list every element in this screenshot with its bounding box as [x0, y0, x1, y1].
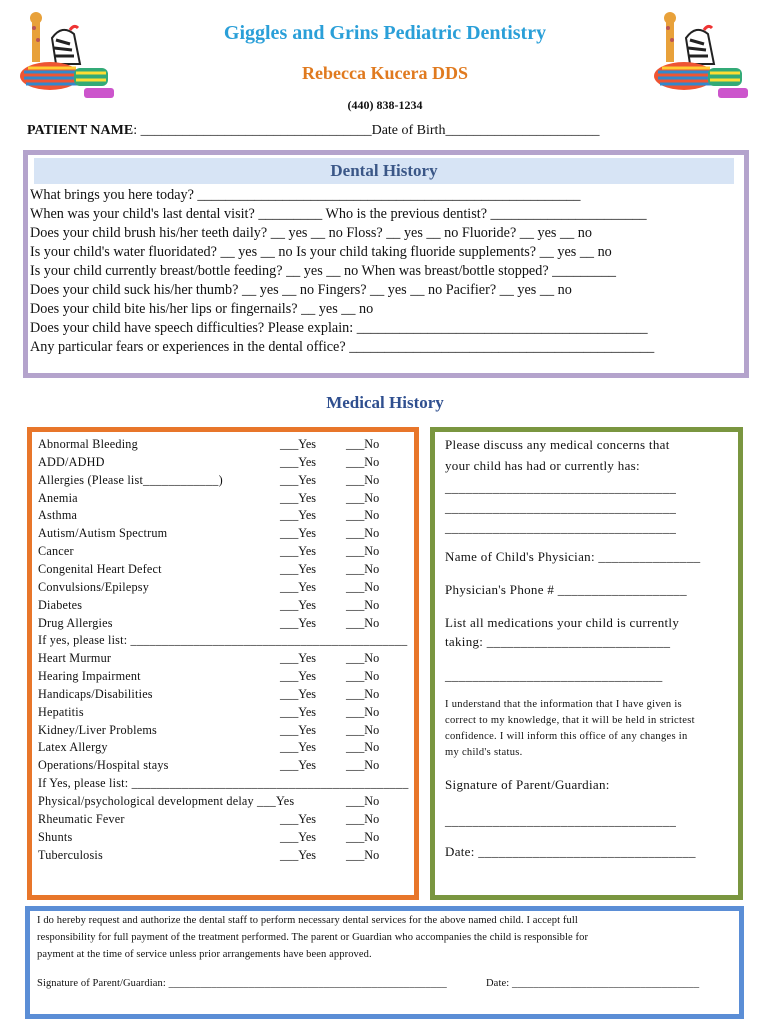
- condition-label: Heart Murmur: [38, 651, 112, 666]
- authorization-text: responsibility for full payment of the treatment performed. The parent or Guardian who accompanies the child is responsible for: [37, 932, 589, 943]
- condition-yes-field[interactable]: ___Yes: [280, 669, 317, 684]
- dental-history-questions: [30, 186, 736, 357]
- condition-no-field[interactable]: ___No: [346, 651, 380, 666]
- condition-label: Rheumatic Fever: [38, 811, 125, 826]
- condition-yes-field[interactable]: ___Yes: [280, 686, 317, 701]
- condition-yes-field[interactable]: ___Yes: [280, 704, 317, 719]
- condition-yes-field[interactable]: ___Yes: [280, 651, 317, 666]
- practice-phone: (440) 838-1234: [347, 98, 423, 112]
- medical-notes-box: [430, 427, 743, 900]
- condition-label: If Yes, please list: ____________________________________________: [38, 776, 409, 791]
- condition-no-field[interactable]: ___No: [346, 847, 380, 862]
- condition-no-field[interactable]: ___No: [346, 472, 380, 487]
- medical-history-title: Medical History: [326, 393, 444, 412]
- condition-label: Shunts: [38, 829, 73, 844]
- consent-text: my child's status.: [445, 747, 523, 758]
- condition-no-field[interactable]: ___No: [346, 615, 380, 630]
- consent-text: confidence. I will inform this office of any changes in: [445, 731, 688, 742]
- practice-title: Giggles and Grins Pediatric Dentistry: [223, 22, 547, 44]
- condition-no-field[interactable]: ___No: [346, 579, 380, 594]
- condition-no-field[interactable]: ___No: [346, 669, 380, 684]
- condition-label: Cancer: [38, 544, 74, 559]
- condition-label: Hepatitis: [38, 704, 84, 719]
- concerns-blank[interactable]: __________________________________: [445, 480, 677, 495]
- condition-yes-field[interactable]: ___Yes: [280, 579, 317, 594]
- condition-no-field[interactable]: ___No: [346, 454, 380, 469]
- dental-question[interactable]: Any particular fears or experiences in the dental office? ___________________________________________: [30, 339, 655, 355]
- condition-label: Latex Allergy: [38, 740, 108, 755]
- medications-field[interactable]: taking: ___________________________: [445, 634, 671, 649]
- dental-question[interactable]: Is your child's water fluoridated? __ yes __ no Is your child taking fluoride supplements? __ yes __ no: [30, 244, 612, 260]
- condition-label: Congenital Heart Defect: [38, 561, 162, 576]
- condition-yes-field[interactable]: ___Yes: [280, 561, 317, 576]
- condition-label: If yes, please list: ____________________________________________: [38, 633, 408, 648]
- condition-no-field[interactable]: ___No: [346, 561, 380, 576]
- condition-yes-field[interactable]: ___Yes: [280, 437, 317, 451]
- condition-yes-field[interactable]: ___Yes: [280, 722, 317, 737]
- dental-history-title: Dental History: [34, 158, 734, 184]
- dental-question[interactable]: Does your child suck his/her thumb? __ yes __ no Fingers? __ yes __ no Pacifier? __ yes __ no: [30, 282, 572, 298]
- condition-label: Physical/psychological development delay ___Yes: [38, 794, 295, 808]
- condition-label: Handicaps/Disabilities: [38, 686, 153, 701]
- dentist-name: Rebecca Kucera DDS: [302, 63, 468, 83]
- condition-yes-field[interactable]: ___Yes: [280, 597, 317, 612]
- physician-name-field[interactable]: Name of Child's Physician: _______________: [445, 549, 701, 564]
- condition-label: Drug Allergies: [38, 615, 113, 630]
- consent-text: correct to my knowledge, that it will be held in strictest: [445, 715, 695, 726]
- condition-label: Operations/Hospital stays: [38, 758, 169, 773]
- condition-no-field[interactable]: ___No: [346, 704, 380, 719]
- condition-no-field[interactable]: ___No: [346, 722, 380, 737]
- footer-date-field[interactable]: Date: ___________________________________: [486, 978, 700, 989]
- medications-blank[interactable]: ________________________________: [445, 668, 663, 683]
- date-field[interactable]: Date: ________________________________: [445, 844, 696, 859]
- dental-question[interactable]: Does your child have speech difficulties? Please explain: _________________________________________: [30, 320, 648, 336]
- condition-no-field[interactable]: ___No: [346, 829, 380, 844]
- condition-yes-field[interactable]: ___Yes: [280, 526, 317, 541]
- condition-label: Autism/Autism Spectrum: [38, 526, 168, 541]
- dental-question[interactable]: Does your child bite his/her lips or fingernails? __ yes __ no: [30, 301, 374, 317]
- condition-label: Allergies (Please list____________): [38, 472, 223, 487]
- condition-no-field[interactable]: ___No: [346, 508, 380, 523]
- medications-prompt: List all medications your child is currently: [445, 615, 680, 630]
- condition-no-field[interactable]: ___No: [346, 758, 380, 773]
- dental-question[interactable]: When was your child's last dental visit? _________ Who is the previous dentist? ______________________: [30, 206, 647, 222]
- condition-label: Anemia: [38, 490, 78, 505]
- guardian-signature-field[interactable]: __________________________________: [445, 813, 677, 828]
- condition-yes-field[interactable]: ___Yes: [280, 544, 317, 559]
- condition-no-field[interactable]: ___No: [346, 811, 380, 826]
- condition-no-field[interactable]: ___No: [346, 794, 380, 808]
- condition-yes-field[interactable]: ___Yes: [280, 454, 317, 469]
- guardian-signature-label: Signature of Parent/Guardian:: [445, 777, 610, 792]
- authorization-text: I do hereby request and authorize the dental staff to perform necessary dental services for the above named child. I accept full: [37, 915, 578, 926]
- patient-dob-fields[interactable]: : _________________________________Date of Birth______________________: [133, 123, 600, 138]
- condition-yes-field[interactable]: ___Yes: [280, 847, 317, 862]
- condition-no-field[interactable]: ___No: [346, 686, 380, 701]
- dental-question[interactable]: Is your child currently breast/bottle feeding? __ yes __ no When was breast/bottle stopped? _________: [30, 263, 617, 279]
- consent-text: I understand that the information that I have given is: [445, 699, 682, 710]
- condition-label: Abnormal Bleeding: [38, 437, 138, 451]
- concerns-blank[interactable]: __________________________________: [445, 520, 677, 535]
- condition-yes-field[interactable]: ___Yes: [280, 472, 317, 487]
- condition-label: Convulsions/Epilepsy: [38, 579, 149, 594]
- condition-label: Kidney/Liver Problems: [38, 722, 157, 737]
- condition-yes-field[interactable]: ___Yes: [280, 740, 317, 755]
- concerns-prompt-cont: your child has had or currently has:: [445, 458, 640, 473]
- concerns-blank[interactable]: __________________________________: [445, 500, 677, 515]
- condition-no-field[interactable]: ___No: [346, 597, 380, 612]
- concerns-prompt: Please discuss any medical concerns that: [445, 437, 670, 452]
- dental-question[interactable]: Does your child brush his/her teeth daily? __ yes __ no Floss? __ yes __ no Fluoride? __ yes __ no: [30, 225, 592, 241]
- patient-name-line[interactable]: [27, 123, 599, 139]
- dental-question[interactable]: What brings you here today? ______________________________________________________: [30, 187, 581, 203]
- condition-label: Asthma: [38, 508, 78, 523]
- condition-label: Tuberculosis: [38, 847, 103, 862]
- condition-yes-field[interactable]: ___Yes: [280, 758, 317, 773]
- authorization-text: payment at the time of service unless prior arrangements have been approved.: [37, 949, 372, 960]
- condition-yes-field[interactable]: ___Yes: [280, 811, 317, 826]
- patient-name-label: PATIENT NAME: [27, 123, 134, 138]
- condition-no-field[interactable]: ___No: [346, 490, 380, 505]
- condition-no-field[interactable]: ___No: [346, 526, 380, 541]
- footer-signature-field[interactable]: Signature of Parent/Guardian: ____________________________________________________: [37, 978, 447, 989]
- condition-yes-field[interactable]: ___Yes: [280, 490, 317, 505]
- condition-yes-field[interactable]: ___Yes: [280, 829, 317, 844]
- condition-no-field[interactable]: ___No: [346, 544, 380, 559]
- condition-label: Diabetes: [38, 597, 83, 612]
- condition-yes-field[interactable]: ___Yes: [280, 615, 317, 630]
- condition-yes-field[interactable]: ___Yes: [280, 508, 317, 523]
- condition-no-field[interactable]: ___No: [346, 437, 380, 451]
- condition-label: ADD/ADHD: [38, 454, 105, 469]
- condition-no-field[interactable]: ___No: [346, 740, 380, 755]
- condition-label: Hearing Impairment: [38, 669, 141, 684]
- physician-phone-field[interactable]: Physician's Phone # ___________________: [445, 582, 687, 597]
